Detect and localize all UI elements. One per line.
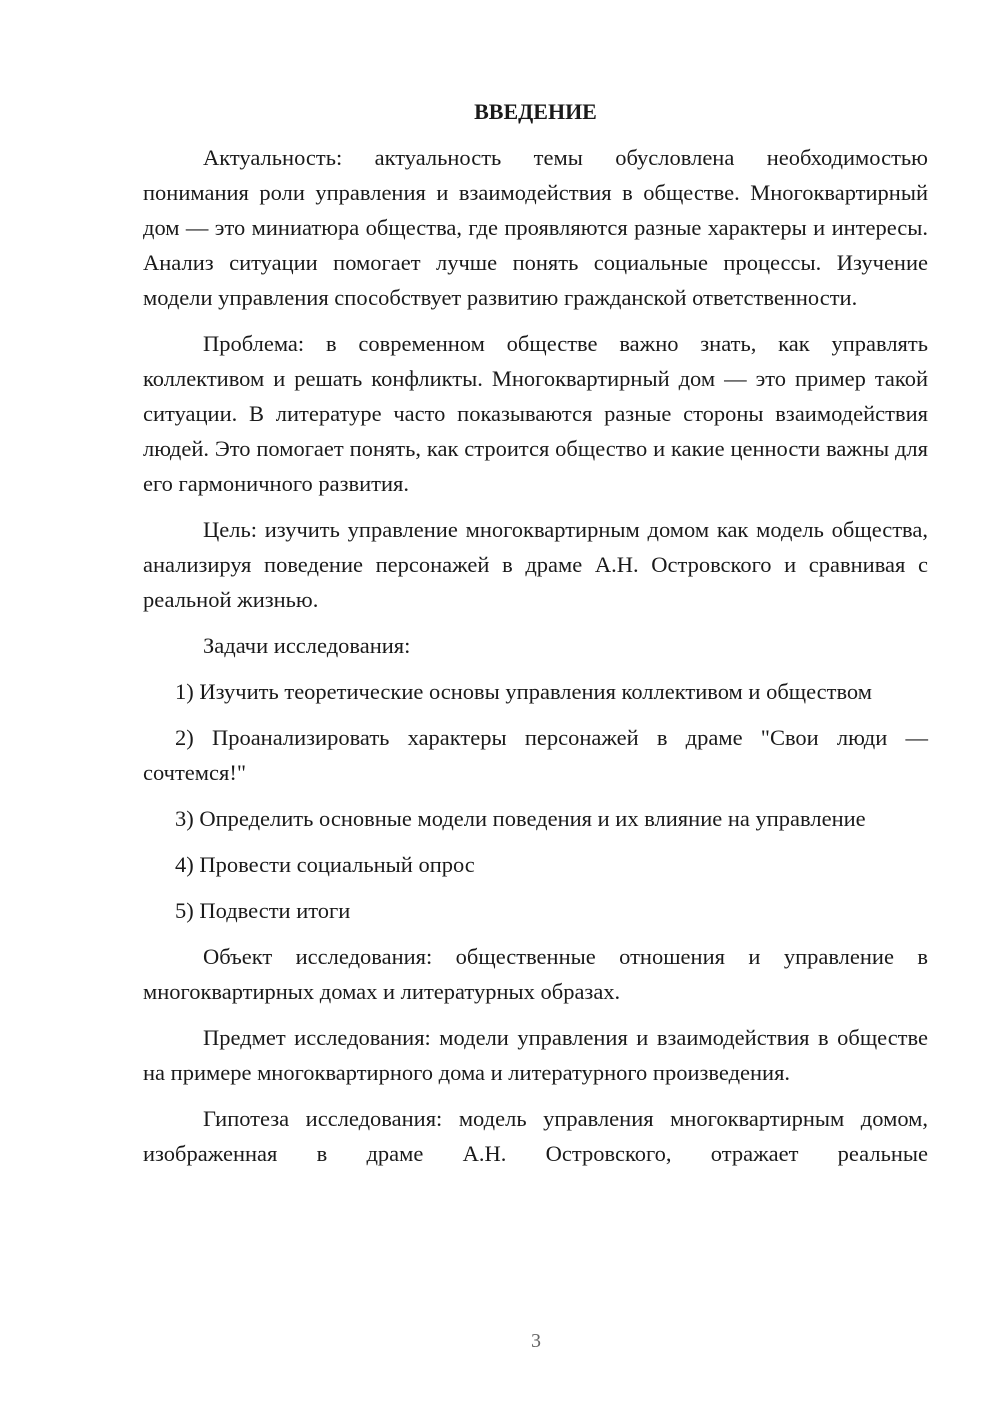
section-title: ВВЕДЕНИЕ	[474, 99, 597, 124]
task-item-4: 4) Провести социальный опрос	[175, 852, 475, 877]
paragraph-hypothesis: Гипотеза исследования: модель управления многоквартирным домом, изображенная в драме А.Н. Островского, отражает реальные	[143, 1106, 928, 1166]
paragraph-subject: Предмет исследования: модели управления и взаимодействия в обществе на примере многоквартирного дома и литературного произведения.	[143, 1025, 928, 1085]
task-item-1: 1) Изучить теоретические основы управления коллективом и обществом	[175, 679, 872, 704]
document-body	[143, 94, 928, 1182]
task-item-3: 3) Определить основные модели поведения и их влияние на управление	[175, 806, 866, 831]
task-item-5: 5) Подвести итоги	[175, 898, 351, 923]
page-number: 3	[531, 1330, 541, 1352]
paragraph-tasks-heading: Задачи исследования:	[203, 633, 411, 658]
paragraph-relevance: Актуальность: актуальность темы обусловлена необходимостью понимания роли управления и взаимодействия в обществе. Многоквартирный дом — это миниатюра общества, где проявляются разные характеры и интересы. Анализ ситуации помогает лучше понять социальные процессы. Изучение модели управления способствует развитию гражданской ответственности.	[143, 145, 928, 310]
paragraph-problem: Проблема: в современном обществе важно знать, как управлять коллективом и решать конфликты. Многоквартирный дом — это пример такой ситуации. В литературе часто показываются разные стороны взаимодействия людей. Это помогает понять, как строится общество и какие ценности важны для его гармоничного развития.	[143, 331, 928, 496]
task-item-2: 2) Проанализировать характеры персонажей в драме "Свои люди — сочтемся!"	[143, 725, 928, 785]
paragraph-goal: Цель: изучить управление многоквартирным домом как модель общества, анализируя поведение персонажей в драме А.Н. Островского и сравнивая с реальной жизнью.	[143, 517, 928, 612]
paragraph-object: Объект исследования: общественные отношения и управление в многоквартирных домах и литературных образах.	[143, 944, 928, 1004]
